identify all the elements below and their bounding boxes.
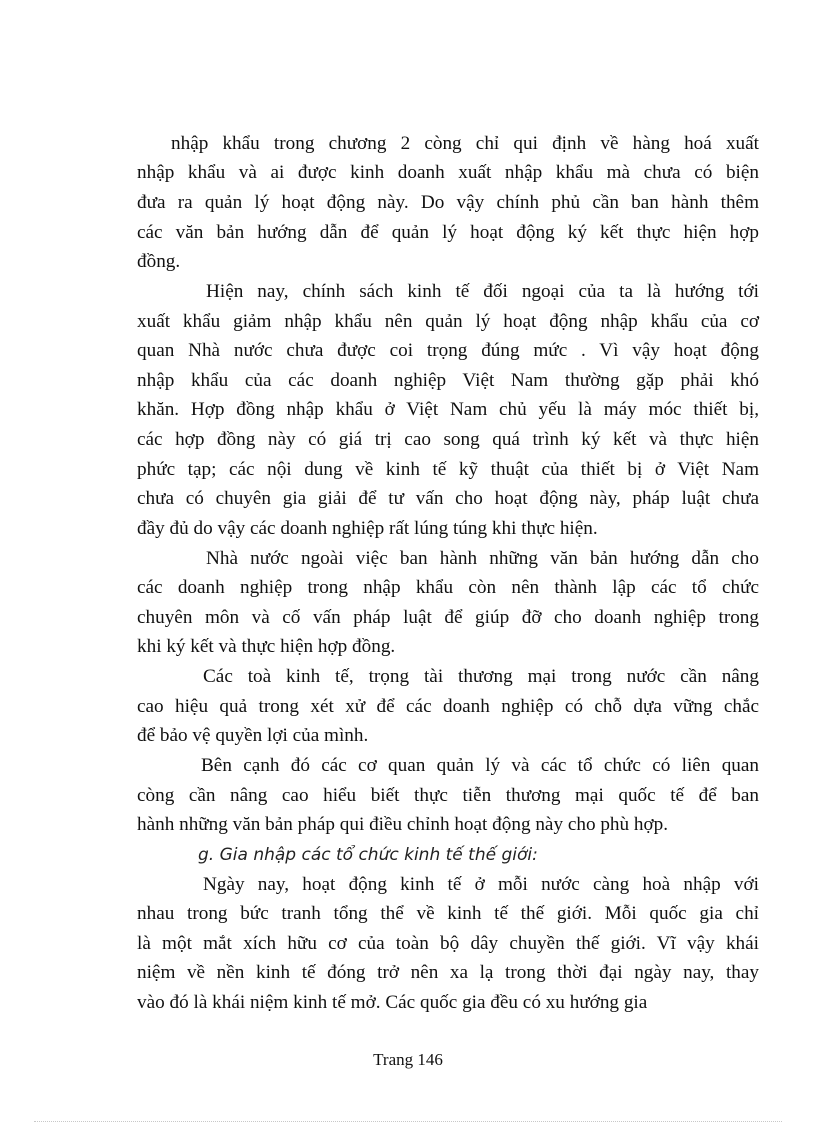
paragraph-first-line: Ngày nay, hoạt động kinh tế ở mỗi nước càng hoà nhập với: [203, 874, 759, 895]
page-number: Trang 146: [373, 1050, 443, 1069]
text-line: quan Nhà nước chưa được coi trọng đúng mức . Vì vậy hoạt động: [137, 340, 759, 361]
text-line: chuyên môn và cố vấn pháp luật để giúp đỡ cho doanh nghiệp trong: [137, 607, 759, 628]
text-line: nhập khẩu trong chương 2 còng chỉ qui định về hàng hoá xuất: [171, 133, 759, 154]
text-line: là một mắt xích hữu cơ của toàn bộ dây chuyền thế giới. Vĩ vậy khái: [137, 933, 759, 954]
text-line: cao hiệu quả trong xét xử để các doanh nghiệp có chỗ dựa vững chắc: [137, 696, 759, 717]
text-line: vào đó là khái niệm kinh tế mở. Các quốc gia đều có xu hướng gia: [137, 992, 648, 1013]
text-line: chưa có chuyên gia giải để tư vấn cho hoạt động này, pháp luật chưa: [137, 488, 759, 509]
text-line: nhập khẩu của các doanh nghiệp Việt Nam thường gặp phải khó: [137, 370, 759, 391]
text-line: nhập khẩu và ai được kinh doanh xuất nhập khẩu mà chưa có biện: [137, 162, 759, 183]
text-line: các văn bản hướng dẫn để quản lý hoạt động ký kết thực hiện hợp: [137, 222, 759, 243]
text-line: đầy đủ do vậy các doanh nghiệp rất lúng túng khi thực hiện.: [137, 518, 598, 539]
footer-divider: [34, 1121, 782, 1122]
text-line: hành những văn bản pháp qui điều chỉnh hoạt động này cho phù hợp.: [137, 814, 669, 835]
text-line: đồng.: [137, 251, 181, 272]
text-line: khăn. Hợp đồng nhập khẩu ở Việt Nam chủ yếu là máy móc thiết bị,: [137, 399, 759, 420]
paragraph-first-line: Hiện nay, chính sách kinh tế đối ngoại của ta là hướng tới: [206, 281, 759, 302]
text-line: phức tạp; các nội dung về kinh tế kỹ thuật của thiết bị ở Việt Nam: [137, 459, 759, 480]
text-line: để bảo vệ quyền lợi của mình.: [137, 725, 369, 746]
text-line: xuất khẩu giảm nhập khẩu nên quản lý hoạt động nhập khẩu của cơ: [137, 311, 759, 332]
paragraph-first-line: Nhà nước ngoài việc ban hành những văn bản hướng dẫn cho: [206, 548, 759, 569]
text-line: khi ký kết và thực hiện hợp đồng.: [137, 636, 396, 657]
text-line: đưa ra quản lý hoạt động này. Do vậy chính phủ cần ban hành thêm: [137, 192, 759, 213]
paragraph-first-line: Bên cạnh đó các cơ quan quản lý và các tổ chức có liên quan: [201, 755, 759, 776]
text-line: các doanh nghiệp trong nhập khẩu còn nên thành lập các tổ chức: [137, 577, 759, 598]
paragraph-first-line: Các toà kinh tế, trọng tài thương mại trong nước cần nâng: [203, 666, 759, 687]
section-heading: g. Gia nhập các tổ chức kinh tế thế giới:: [198, 845, 538, 865]
text-line: còng cần nâng cao hiểu biết thực tiễn thương mại quốc tế để ban: [137, 785, 759, 806]
text-line: các hợp đồng này có giá trị cao song quá trình ký kết và thực hiện: [137, 429, 759, 450]
text-line: niệm về nền kinh tế đóng trở nên xa lạ trong thời đại ngày nay, thay: [137, 962, 759, 983]
text-line: nhau trong bức tranh tổng thể về kinh tế thế giới. Mỗi quốc gia chỉ: [137, 903, 759, 924]
